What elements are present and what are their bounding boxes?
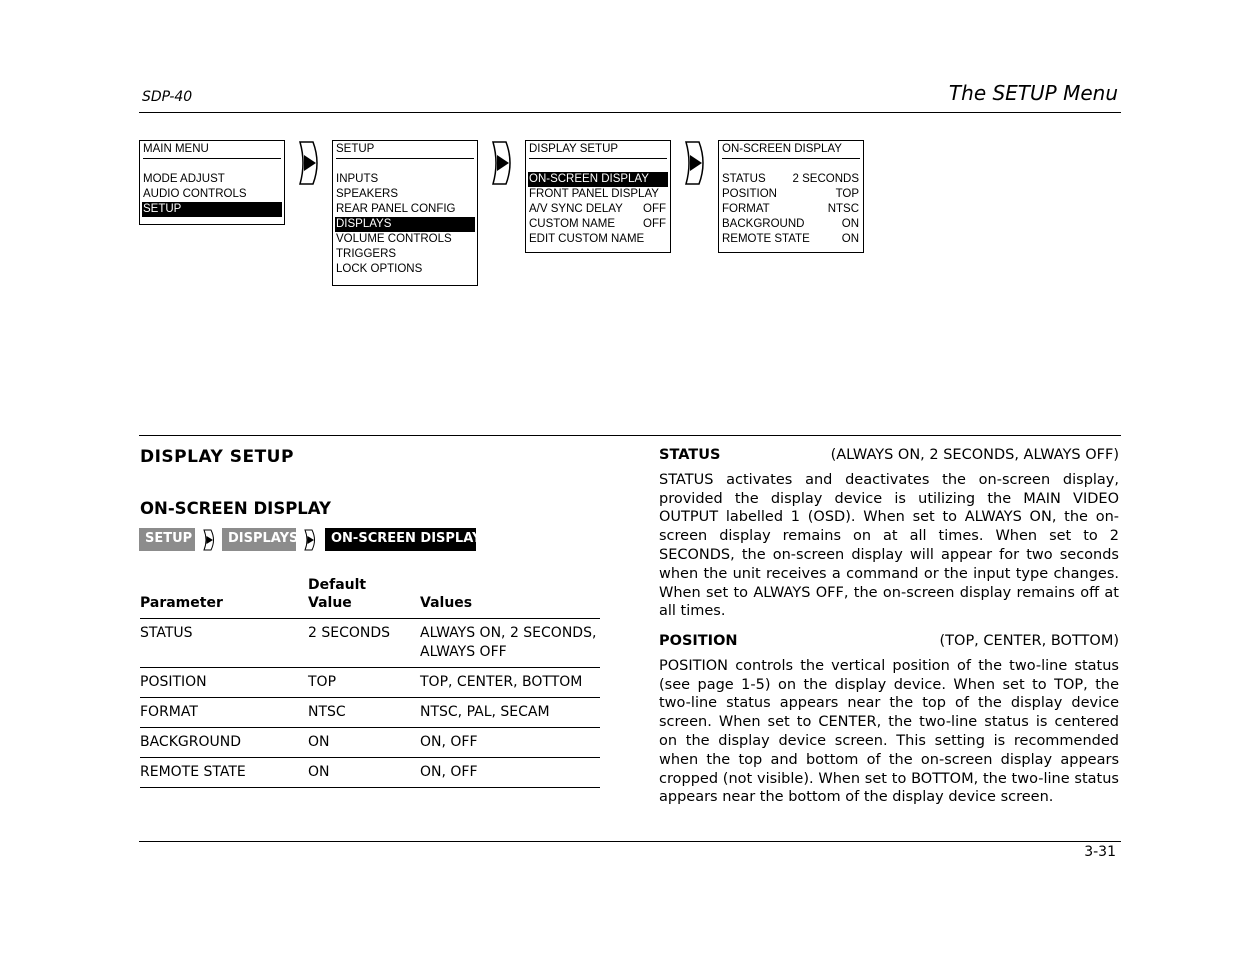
menu-item: INPUTS <box>336 173 379 185</box>
cell-values: TOP, CENTER, BOTTOM <box>420 668 600 698</box>
param-name: STATUS <box>659 447 721 463</box>
menu-title: DISPLAY SETUP <box>529 142 667 159</box>
header-values: Values <box>420 576 600 619</box>
right-arrow-icon <box>294 140 322 186</box>
right-arrow-icon <box>487 140 515 186</box>
table-row <box>140 758 600 788</box>
parameter-table <box>140 576 600 788</box>
page-title: The SETUP Menu <box>948 81 1118 105</box>
cell-values: ON, OFF <box>420 728 600 758</box>
menu-item: A/V SYNC DELAY OFF <box>529 203 666 215</box>
menu-item: FRONT PANEL DISPLAY <box>529 188 659 200</box>
menu-item: CUSTOM NAME OFF <box>529 218 666 230</box>
menu-item: REAR PANEL CONFIG <box>336 203 456 215</box>
table-header-row <box>140 576 600 619</box>
cell-values: ALWAYS ON, 2 SECONDS, ALWAYS OFF <box>420 619 600 668</box>
model-name: SDP-40 <box>142 89 193 105</box>
cell-values: ON, OFF <box>420 758 600 788</box>
footer-rule <box>139 841 1121 842</box>
param-text: POSITION controls the vertical position of the two-line status (see page 1-5) on the display device. When set to TOP, the two-line status appears near the top of the display device screen. When set to CENTER, the two-line status is centered on the display device screen. This setting is recommended when the top and bottom of the on-screen display appears cropped (not visible). When set to BOTTOM, the two-line status appears near the bottom of the display device screen. <box>659 657 1119 806</box>
page-number: 3-31 <box>1084 844 1116 860</box>
menu-item: EDIT CUSTOM NAME <box>529 233 645 245</box>
cell-parameter: BACKGROUND <box>140 728 308 758</box>
param-text: STATUS activates and deactivates the on-screen display, provided the display device is utilizing the MAIN VIDEO OUTPUT labelled 1 (OSD). When set to ALWAYS ON, the on-screen display remains on at all times. When set to 2 SECONDS, the on-screen display will appear for two seconds when the unit receives a command or the input type changes. When set to ALWAYS OFF, the on-screen display remains off at all times. <box>659 471 1119 620</box>
param-options: (TOP, CENTER, BOTTOM) <box>939 633 1119 649</box>
cell-default: NTSC <box>308 698 420 728</box>
menu-item: POSITION TOP <box>722 188 859 200</box>
cell-parameter: FORMAT <box>140 698 308 728</box>
menu-item: LOCK OPTIONS <box>336 263 423 275</box>
menu-item: STATUS 2 SECONDS <box>722 173 859 185</box>
table-row <box>140 668 600 698</box>
section-rule <box>139 435 1121 436</box>
menu-item: REMOTE STATE ON <box>722 233 859 245</box>
header-default-value: Default Value <box>308 576 420 619</box>
param-name: POSITION <box>659 633 738 649</box>
cell-values: NTSC, PAL, SECAM <box>420 698 600 728</box>
breadcrumb-on-screen-display: ON-SCREEN DISPLAY <box>325 528 476 551</box>
table-row <box>140 728 600 758</box>
cell-parameter: REMOTE STATE <box>140 758 308 788</box>
cell-default: 2 SECONDS <box>308 619 420 668</box>
menu-item: MODE ADJUST <box>143 173 225 185</box>
menu-item: AUDIO CONTROLS <box>143 188 247 200</box>
header-parameter: Parameter <box>140 576 308 619</box>
menu-item: TRIGGERS <box>336 248 397 260</box>
right-arrow-icon <box>302 529 318 551</box>
cell-default: ON <box>308 758 420 788</box>
table-row <box>140 698 600 728</box>
menu-item: VOLUME CONTROLS <box>336 233 452 245</box>
menu-item-selected: DISPLAYS <box>335 217 475 232</box>
right-arrow-icon <box>680 140 708 186</box>
on-screen-display-menu-box <box>718 140 864 253</box>
display-setup-menu-box <box>525 140 671 253</box>
menu-title: ON-SCREEN DISPLAY <box>722 142 860 159</box>
cell-parameter: POSITION <box>140 668 308 698</box>
table-row <box>140 619 600 668</box>
menu-title: SETUP <box>336 142 474 159</box>
header-rule <box>139 112 1121 113</box>
subsection-heading: ON-SCREEN DISPLAY <box>140 499 331 518</box>
cell-default: ON <box>308 728 420 758</box>
main-menu-box <box>139 140 285 225</box>
breadcrumb-displays: DISPLAYS <box>222 528 296 551</box>
menu-item: BACKGROUND ON <box>722 218 859 230</box>
menu-item: SPEAKERS <box>336 188 398 200</box>
section-heading: DISPLAY SETUP <box>140 447 294 467</box>
setup-menu-box <box>332 140 478 286</box>
menu-title: MAIN MENU <box>143 142 281 159</box>
menu-item: FORMAT NTSC <box>722 203 859 215</box>
param-options: (ALWAYS ON, 2 SECONDS, ALWAYS OFF) <box>830 447 1119 463</box>
right-arrow-icon <box>201 529 217 551</box>
menu-item-selected: SETUP <box>142 202 282 217</box>
breadcrumb-setup: SETUP <box>139 528 195 551</box>
menu-item-selected: ON-SCREEN DISPLAY <box>528 172 668 187</box>
cell-default: TOP <box>308 668 420 698</box>
status-description <box>659 446 1119 621</box>
position-description <box>659 632 1119 807</box>
cell-parameter: STATUS <box>140 619 308 668</box>
